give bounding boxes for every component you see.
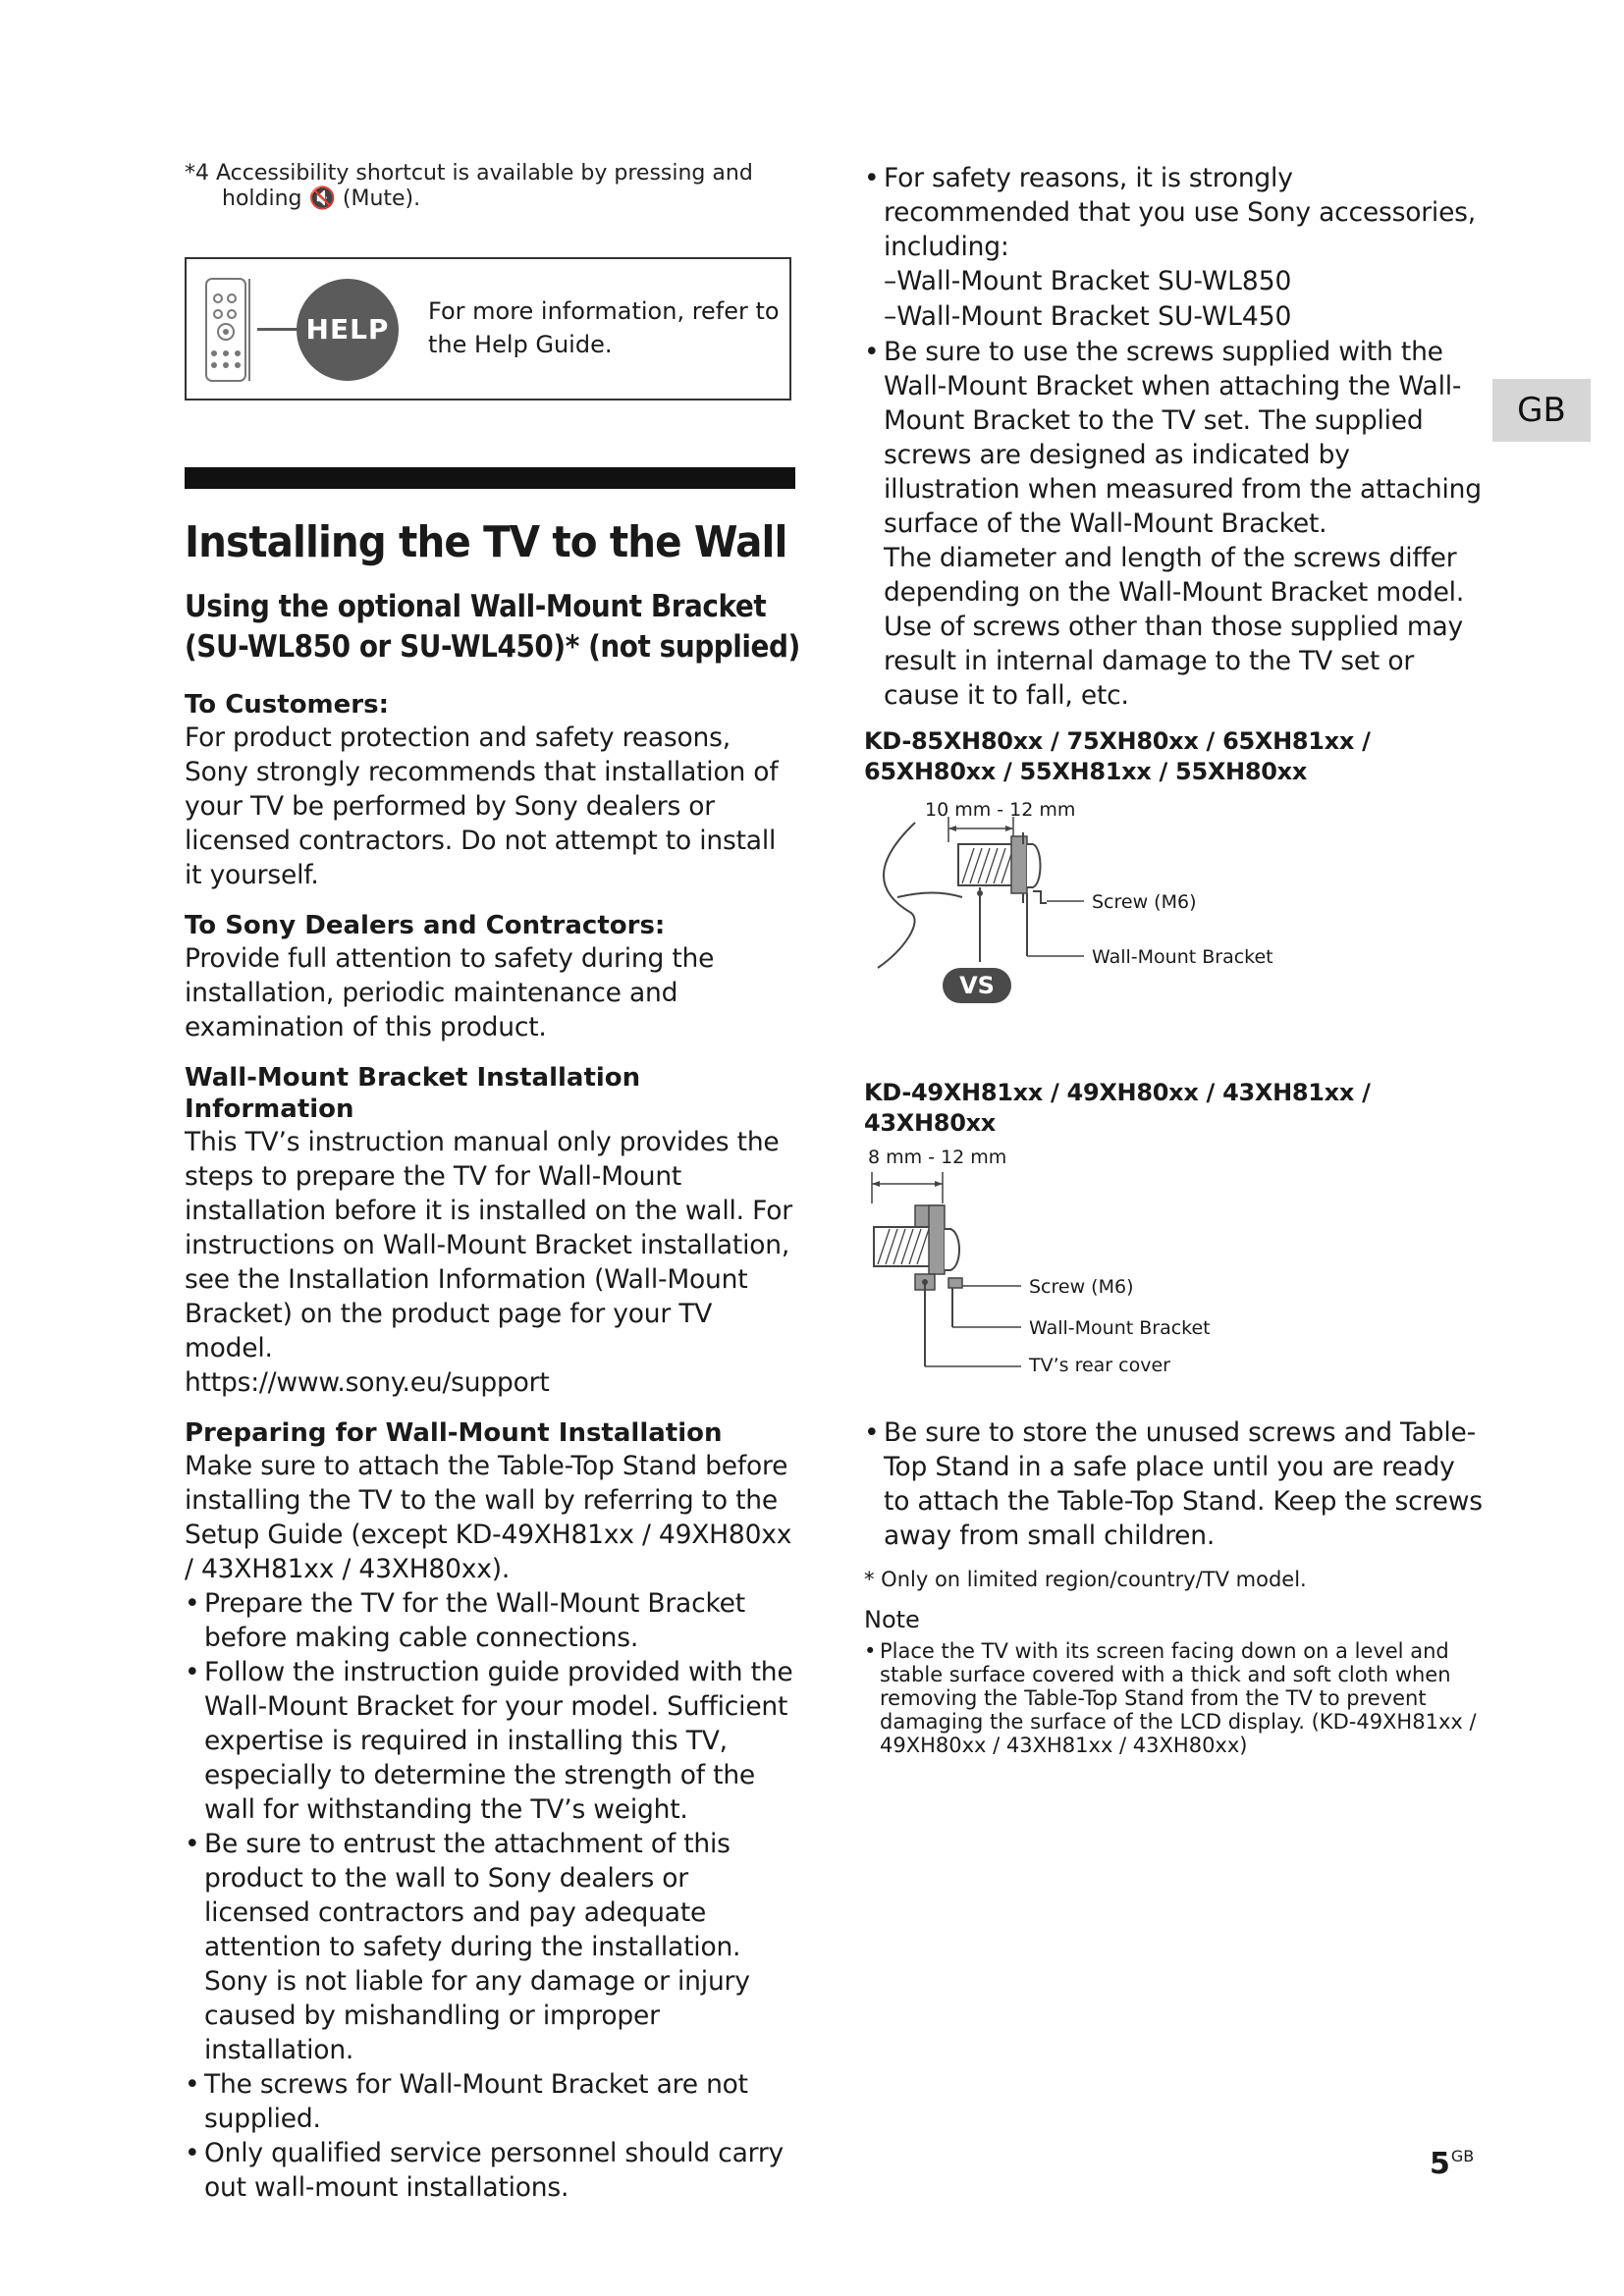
list-item: • Only qualified service personnel should carry out wall-mount installations. [185,2136,795,2205]
preparing-heading: Preparing for Wall-Mount Installation [185,1418,723,1448]
list-item: • The screws for Wall-Mount Bracket are not supplied. [185,2067,795,2136]
footnote-line1: *4 Accessibility shortcut is available by pressing and [185,161,753,186]
accessory-item-2: –Wall-Mount Bracket SU-WL450 [884,301,1292,332]
page-number-value: 5 [1430,2147,1450,2181]
note-heading: Note [864,1606,920,1633]
screws-paragraph: The diameter and length of the screws differ depending on the Wall-Mount Bracket model. Use of screws other than those supplied may result in internal damage to the TV set or cause it to fall, etc. [884,543,1465,711]
to-dealers-heading: To Sony Dealers and Contractors: [185,911,666,940]
screw-diagram-large-drawing [864,793,1276,1042]
screw-diagram-large [864,793,1483,1042]
page-number-suffix: GB [1450,2147,1475,2165]
page-title: Installing the TV to the Wall [185,517,787,567]
preparing-bullets [185,1586,795,2205]
preparing-text: Make sure to attach the Table-Top Stand before installing the TV to the wall by referring to the Setup Guide (except KD-49XH81xx / 49XH80xx / 43XH81xx / 43XH80xx). [185,1451,792,1584]
support-url[interactable]: https://www.sony.eu/support [185,1367,550,1398]
to-customers-text: For product protection and safety reasons, Sony strongly recommends that installation of your TV be performed by Sony dealers or licensed contractors. Do not attempt to install it yourself. [185,722,779,890]
remote-control-icon [202,277,265,383]
install-info-text: This TV’s instruction manual only provides the steps to prepare the TV for Wall-Mount installation before it is installed on the wall. For instructions on Wall-Mount Bracket installation, see the Installation Information (Wall-Mount Bracket) on the product page for your TV model. [185,1127,792,1363]
help-guide-text: For more information, refer to the Help Guide. [428,297,780,358]
subtitle-line1: Using the optional Wall-Mount Bracket [185,589,767,624]
accessory-item-1: –Wall-Mount Bracket SU-WL850 [884,266,1292,296]
store-bullet: • Be sure to store the unused screws and Table-Top Stand in a safe place until you are ready to attach the Table-Top Stand. Keep the screws away from small children. [864,1415,1483,1553]
screws-bullet: • Be sure to use the screws supplied with the Wall-Mount Bracket when attaching the Wall-Mount Bracket to the TV set. The supplied screws are designed as indicated by illustration when measured from the attaching surface of the Wall-Mount Bracket. [864,335,1483,541]
section-divider-bar [185,467,795,489]
list-item: • Prepare the TV for the Wall-Mount Bracket before making cable connections. [185,1586,795,1655]
page-number [1430,2140,1474,2181]
help-pointer-line [257,328,300,331]
left-column [185,161,800,2205]
subtitle [185,587,800,667]
install-info-heading: Wall-Mount Bracket Installation Information [185,1063,641,1124]
rear-cover-label: TV’s rear cover [1029,1355,1170,1376]
bracket-label-small: Wall-Mount Bracket [1029,1317,1211,1339]
to-customers-heading: To Customers: [185,690,389,720]
safety-bullets [864,161,1483,264]
star-footnote: * Only on limited region/country/TV model. [864,1568,1307,1591]
screw-diagram-small [864,1145,1483,1376]
subtitle-line2: (SU-WL850 or SU-WL450)* (not supplied) [185,629,800,665]
bracket-label-large: Wall-Mount Bracket [1092,946,1273,968]
accessibility-footnote [185,161,795,212]
screw-label-small: Screw (M6) [1029,1276,1134,1298]
note-item: • Place the TV with its screen facing down on a level and stable surface covered with a thick and soft cloth when removing the Table-Top Stand from the TV to prevent damaging the surface of the LCD display. (KD-49XH81xx / 49XH80xx / 43XH81xx / 43XH80xx) [864,1639,1483,1757]
store-bullets [864,1415,1483,1553]
to-dealers-text: Provide full attention to safety during the installation, periodic maintenance and examination of this product. [185,943,715,1042]
list-item: • Follow the instruction guide provided with the Wall-Mount Bracket for your model. Sufficient expertise is required in installing this TV, especially to determine the strength of the wall for withstanding the TV’s weight. [185,1655,795,1827]
dimension-label-large: 10 mm - 12 mm [925,799,1076,821]
help-badge: HELP [297,279,399,381]
language-tab: GB [1492,379,1591,442]
list-item: • Be sure to entrust the attachment of this product to the wall to Sony dealers or licensed contractors and pay adequate attention to safety during the installation. Sony is not liable for any damage or injury caused by mishandling or improper installation. [185,1827,795,2067]
screw-bullets [864,335,1483,541]
vs-badge: VS [959,972,995,999]
dimension-label-small: 8 mm - 12 mm [868,1147,1007,1168]
help-guide-box [185,257,791,400]
note-list [864,1639,1483,1757]
safety-bullet: • For safety reasons, it is strongly recommended that you use Sony accessories, including: [864,161,1483,264]
model-heading-large: KD-85XH80xx / 75XH80xx / 65XH81xx / 65XH80xx / 55XH81xx / 55XH80xx [864,727,1371,785]
right-column [864,161,1483,1757]
model-heading-small: KD-49XH81xx / 49XH80xx / 43XH81xx / 43XH80xx [864,1079,1371,1137]
footnote-line2: holding 🔇 (Mute). [222,187,421,211]
screw-label-large: Screw (M6) [1092,891,1197,913]
